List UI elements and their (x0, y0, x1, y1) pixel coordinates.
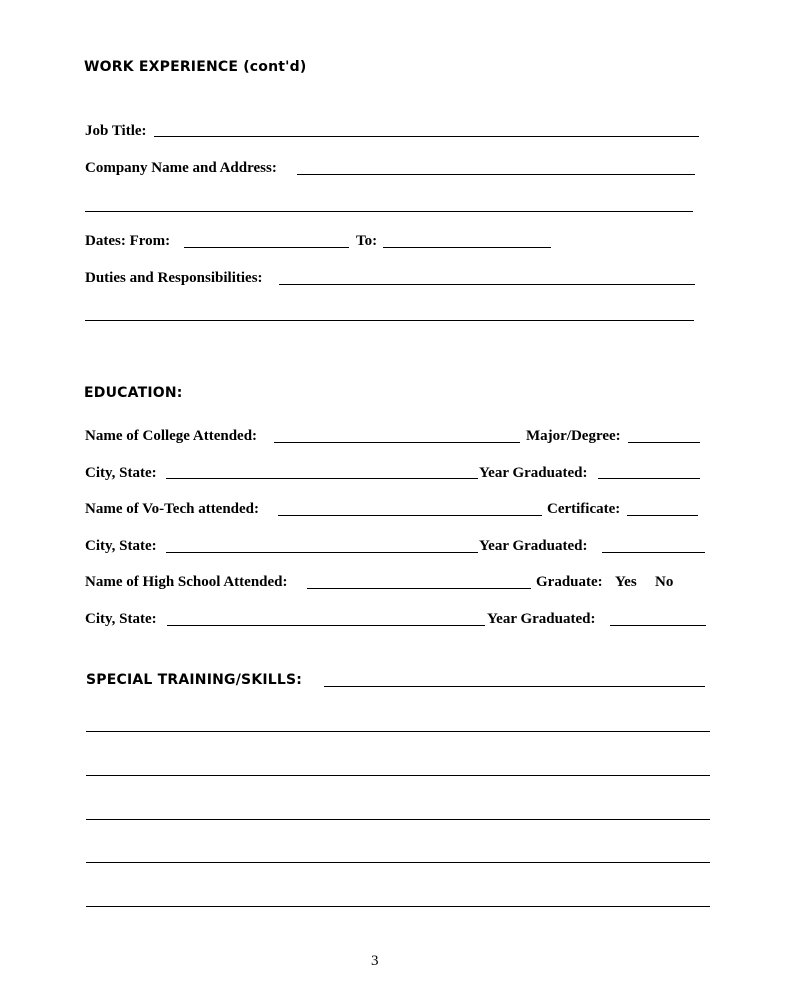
college-field[interactable] (274, 442, 520, 443)
duties-field-extra[interactable] (85, 320, 694, 321)
college-label: Name of College Attended: (85, 428, 258, 444)
hs-year-field[interactable] (610, 625, 706, 626)
skills-line-1[interactable] (86, 731, 710, 732)
college-city-label: City, State: (85, 465, 157, 481)
college-year-label: Year Graduated: (479, 465, 588, 481)
votech-city-field[interactable] (166, 552, 478, 553)
duties-label: Duties and Responsibilities: (85, 270, 263, 286)
skills-line-5[interactable] (86, 906, 710, 907)
job-title-field[interactable] (154, 136, 699, 137)
college-year-field[interactable] (598, 478, 700, 479)
votech-year-label: Year Graduated: (479, 538, 588, 554)
company-field[interactable] (297, 174, 695, 175)
hs-city-field[interactable] (167, 625, 485, 626)
skills-line-4[interactable] (86, 862, 710, 863)
certificate-label: Certificate: (547, 501, 621, 517)
skills-line-2[interactable] (86, 775, 710, 776)
graduate-yes-option[interactable]: Yes (615, 574, 637, 590)
work-experience-heading: WORK EXPERIENCE (cont'd) (84, 59, 307, 75)
dates-to-field[interactable] (383, 247, 551, 248)
education-heading: EDUCATION: (84, 385, 183, 401)
major-field[interactable] (628, 442, 700, 443)
certificate-field[interactable] (627, 515, 698, 516)
graduate-label: Graduate: (536, 574, 603, 590)
duties-field[interactable] (279, 284, 695, 285)
skills-heading: SPECIAL TRAINING/SKILLS: (86, 672, 303, 688)
graduate-no-option[interactable]: No (655, 574, 674, 590)
dates-to-label: To: (356, 233, 378, 249)
skills-line-3[interactable] (86, 819, 710, 820)
dates-from-label: Dates: From: (85, 233, 171, 249)
company-label: Company Name and Address: (85, 160, 277, 176)
job-title-label: Job Title: (85, 123, 147, 139)
page-number: 3 (371, 953, 379, 969)
votech-field[interactable] (278, 515, 542, 516)
skills-field[interactable] (324, 686, 705, 687)
hs-city-label: City, State: (85, 611, 157, 627)
hs-year-label: Year Graduated: (487, 611, 596, 627)
votech-city-label: City, State: (85, 538, 157, 554)
votech-label: Name of Vo-Tech attended: (85, 501, 260, 517)
college-city-field[interactable] (166, 478, 478, 479)
major-label: Major/Degree: (526, 428, 621, 444)
votech-year-field[interactable] (602, 552, 705, 553)
highschool-label: Name of High School Attended: (85, 574, 288, 590)
highschool-field[interactable] (307, 588, 531, 589)
company-address-field[interactable] (85, 211, 693, 212)
dates-from-field[interactable] (184, 247, 349, 248)
